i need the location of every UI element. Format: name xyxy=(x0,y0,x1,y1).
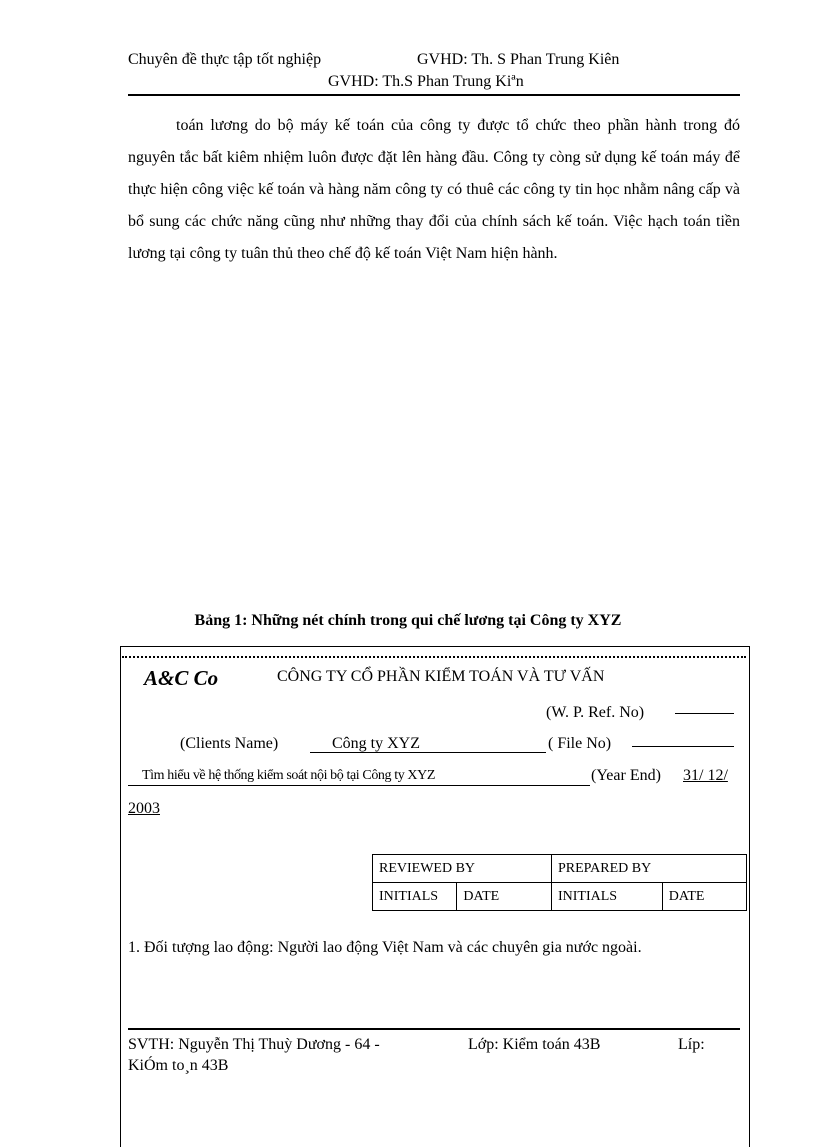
clients-value: Công ty XYZ xyxy=(310,735,546,753)
file-no-line xyxy=(632,746,734,747)
footer-class2-b: KiÓm to¸n 43B xyxy=(128,1057,229,1074)
reviewed-date-cell[interactable]: DATE xyxy=(457,883,552,911)
dotted-divider xyxy=(122,656,746,658)
header-line2: GVHD: Th.S Phan Trung Kiªn xyxy=(328,73,524,90)
prepared-by-header: PREPARED BY xyxy=(552,855,747,883)
paragraph-text: toán lương do bộ máy kế toán của công ty được tổ chức theo phần hành trong đó nguyên tắc bất kiêm nhiệm luôn được đặt lên hàng đầu. Công ty còng sử dụng kế toán máy để thực hiện công việc kế toán và hàng năm công ty có thuê các công ty tin học nhằm nâng cấp và bổ sung các chức năng cũng như những thay đổi của chính sách kế toán. Việc hạch toán tiền lương tại công ty tuân thủ theo chế độ kế toán Việt Nam hiện hành. xyxy=(128,117,740,262)
header-right: GVHD: Th. S Phan Trung Kiên xyxy=(417,51,620,68)
subject-text: Tìm hiểu về hệ thống kiểm soát nội bộ tại Công ty XYZ xyxy=(128,767,590,786)
review-table xyxy=(372,854,747,911)
footer-student: SVTH: Nguyễn Thị Thuỳ Dương - 64 - xyxy=(128,1036,380,1053)
header-rule xyxy=(128,94,740,96)
form-item-1: 1. Đối tượng lao động: Người lao động Việt Nam và các chuyên gia nước ngoài. xyxy=(128,939,642,956)
year-end-value-a: 31/ 12/ xyxy=(683,767,728,784)
prepared-initials-cell[interactable]: INITIALS xyxy=(552,883,663,911)
company-logo: A&C Co xyxy=(144,666,219,690)
reviewed-by-header: REVIEWED BY xyxy=(373,855,552,883)
clients-label: (Clients Name) xyxy=(180,735,279,752)
footer-class2-a: Líp: xyxy=(678,1036,705,1053)
reviewed-initials-cell[interactable]: INITIALS xyxy=(373,883,457,911)
table-caption: Bảng 1: Những nét chính trong qui chế lương tại Công ty XYZ xyxy=(194,612,622,629)
company-name: CÔNG TY CỔ PHẦN KIỂM TOÁN VÀ TƯ VẤN xyxy=(277,668,605,685)
footer-rule xyxy=(128,1028,740,1030)
year-end-value-b: 2003 xyxy=(128,800,160,817)
wp-ref-label: (W. P. Ref. No) xyxy=(546,704,645,721)
file-no-label: ( File No) xyxy=(548,735,612,752)
prepared-date-cell[interactable]: DATE xyxy=(662,883,746,911)
body-paragraph xyxy=(128,110,740,270)
header-left: Chuyên đề thực tập tốt nghiệp xyxy=(128,51,322,68)
year-end-label: (Year End) xyxy=(591,767,661,784)
footer-class: Lớp: Kiểm toán 43B xyxy=(468,1036,601,1053)
wp-ref-line xyxy=(675,713,734,714)
